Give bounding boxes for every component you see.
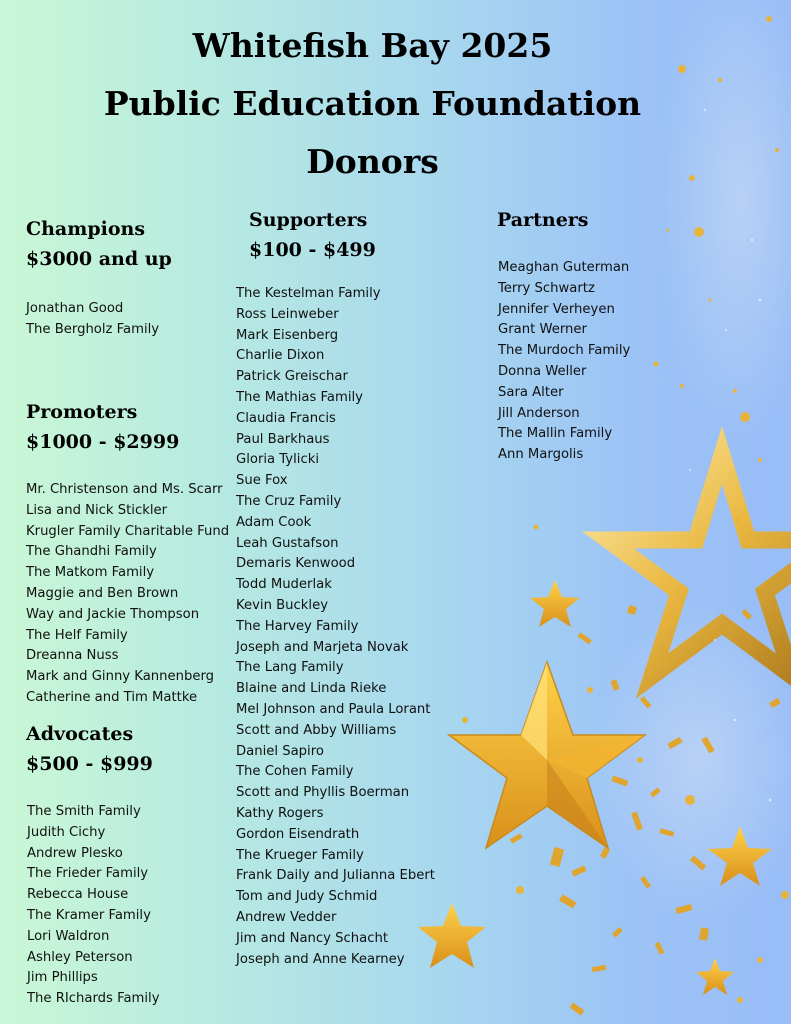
page-title-line-1: Whitefish Bay 2025 [192, 26, 553, 65]
partners-donor-name: Jill Anderson [498, 405, 580, 421]
supporters-donor-name: Patrick Greischar [236, 369, 348, 385]
promoters-donor-name: Lisa and Nick Stickler [26, 502, 168, 518]
advocates-donor-name: The Smith Family [27, 804, 141, 819]
partners-donor-name: Jennifer Verheyen [498, 301, 615, 317]
promoters-donor-name: The Helf Family [26, 627, 128, 643]
supporters-donor-name: Joseph and Marjeta Novak [236, 639, 409, 655]
supporters-donor-list [236, 284, 435, 970]
partners-donor-list [498, 258, 630, 466]
supporters-donor-name: Scott and Phyllis Boerman [236, 785, 410, 801]
page-title-line-3: Donors [306, 142, 439, 181]
large-gold-star-icon [449, 662, 645, 848]
supporters-donor-name: Claudia Francis [236, 410, 336, 426]
partners-heading: Partners [497, 209, 589, 231]
supporters-donor-name: Frank Daily and Julianna Ebert [236, 868, 435, 884]
advocates-heading: Advocates [26, 723, 134, 745]
promoters-donor-name: Way and Jackie Thompson [26, 606, 200, 622]
advocates-donor-name: Andrew Plesko [27, 845, 123, 861]
supporters-donor-name: Kevin Buckley [236, 597, 328, 613]
partners-donor-name: Meaghan Guterman [498, 260, 630, 275]
partners-donor-name: The Murdoch Family [498, 343, 631, 359]
champions-donor-list [26, 299, 159, 341]
supporters-donor-name: Gloria Tylicki [236, 452, 319, 468]
supporters-donor-name: Jim and Nancy Schacht [236, 930, 388, 946]
advocates-donor-list [27, 802, 160, 1010]
supporters-donor-name: Todd Muderlak [236, 577, 332, 593]
partners-donor-name: Ann Margolis [498, 447, 584, 463]
small-gold-star-icon [708, 826, 772, 886]
partners-donor-name: Terry Schwartz [498, 280, 595, 296]
partners-donor-name: Grant Werner [498, 322, 587, 338]
supporters-donor-name: Demaris Kenwood [236, 556, 356, 572]
advocates-donor-name: Jim Phillips [27, 970, 98, 986]
advocates-donor-name: Lori Waldron [27, 928, 110, 944]
supporters-donor-name: The Cohen Family [236, 764, 354, 780]
supporters-donor-name: The Lang Family [236, 660, 344, 676]
supporters-donor-name: Scott and Abby Williams [236, 722, 397, 738]
promoters-donor-name: Mr. Christenson and Ms. Scarr [26, 482, 223, 497]
champions-heading: Champions [26, 218, 146, 240]
supporters-donor-name: Blaine and Linda Rieke [236, 681, 387, 697]
advocates-donor-name: Judith Cichy [27, 824, 106, 840]
champions-donor-name: The Bergholz Family [26, 321, 160, 337]
supporters-donor-name: Gordon Eisendrath [236, 826, 360, 842]
supporters-donor-name: Leah Gustafson [236, 535, 339, 551]
promoters-donor-name: Mark and Ginny Kannenberg [26, 669, 215, 685]
small-gold-star-icon [696, 958, 734, 995]
small-gold-star-icon [530, 580, 580, 627]
partners-donor-name: Donna Weller [498, 363, 587, 379]
supporters-donor-name: Andrew Vedder [236, 909, 337, 925]
supporters-donor-name: Kathy Rogers [236, 805, 324, 821]
supporters-donor-name: Paul Barkhaus [236, 431, 330, 447]
promoters-donor-name: The Ghandhi Family [26, 544, 157, 560]
advocates-range: $500 - $999 [26, 753, 153, 775]
supporters-donor-name: The Cruz Family [236, 493, 342, 509]
champions-range: $3000 and up [26, 248, 172, 270]
supporters-donor-name: Ross Leinweber [236, 306, 339, 322]
champions-donor-name: Jonathan Good [26, 301, 124, 316]
promoters-range: $1000 - $2999 [26, 431, 180, 453]
supporters-heading: Supporters [249, 209, 368, 231]
supporters-donor-name: Sue Fox [236, 473, 288, 489]
advocates-donor-name: The RIchards Family [27, 991, 160, 1007]
promoters-donor-list [26, 480, 229, 709]
supporters-donor-name: Mel Johnson and Paula Lorant [236, 701, 431, 717]
supporters-donor-name: Daniel Sapiro [236, 743, 324, 759]
supporters-donor-name: The Krueger Family [236, 847, 364, 863]
large-outline-star-icon [608, 455, 791, 676]
advocates-donor-name: The Frieder Family [27, 866, 149, 882]
supporters-donor-name: Mark Eisenberg [236, 327, 339, 343]
promoters-donor-name: Maggie and Ben Brown [26, 585, 179, 601]
advocates-donor-name: The Kramer Family [27, 907, 151, 923]
promoters-donor-name: The Matkom Family [26, 565, 155, 581]
promoters-donor-name: Krugler Family Charitable Fund [26, 523, 230, 539]
promoters-donor-name: Catherine and Tim Mattke [26, 689, 198, 705]
supporters-donor-name: The Harvey Family [236, 618, 359, 634]
supporters-donor-name: The Mathias Family [236, 389, 363, 405]
supporters-donor-name: Adam Cook [236, 514, 312, 530]
partners-donor-name: The Mallin Family [498, 426, 613, 442]
supporters-donor-name: The Kestelman Family [236, 286, 381, 301]
supporters-range: $100 - $499 [249, 239, 376, 261]
promoters-heading: Promoters [26, 401, 138, 423]
page-title-line-2: Public Education Foundation [103, 84, 642, 123]
advocates-donor-name: Rebecca House [27, 887, 129, 903]
confetti [510, 605, 781, 1016]
advocates-donor-name: Ashley Peterson [27, 949, 133, 965]
partners-donor-name: Sara Alter [498, 384, 564, 400]
supporters-donor-name: Charlie Dixon [236, 348, 325, 364]
promoters-donor-name: Dreanna Nuss [26, 648, 119, 664]
supporters-donor-name: Tom and Judy Schmid [236, 889, 378, 905]
supporters-donor-name: Joseph and Anne Kearney [236, 951, 405, 967]
